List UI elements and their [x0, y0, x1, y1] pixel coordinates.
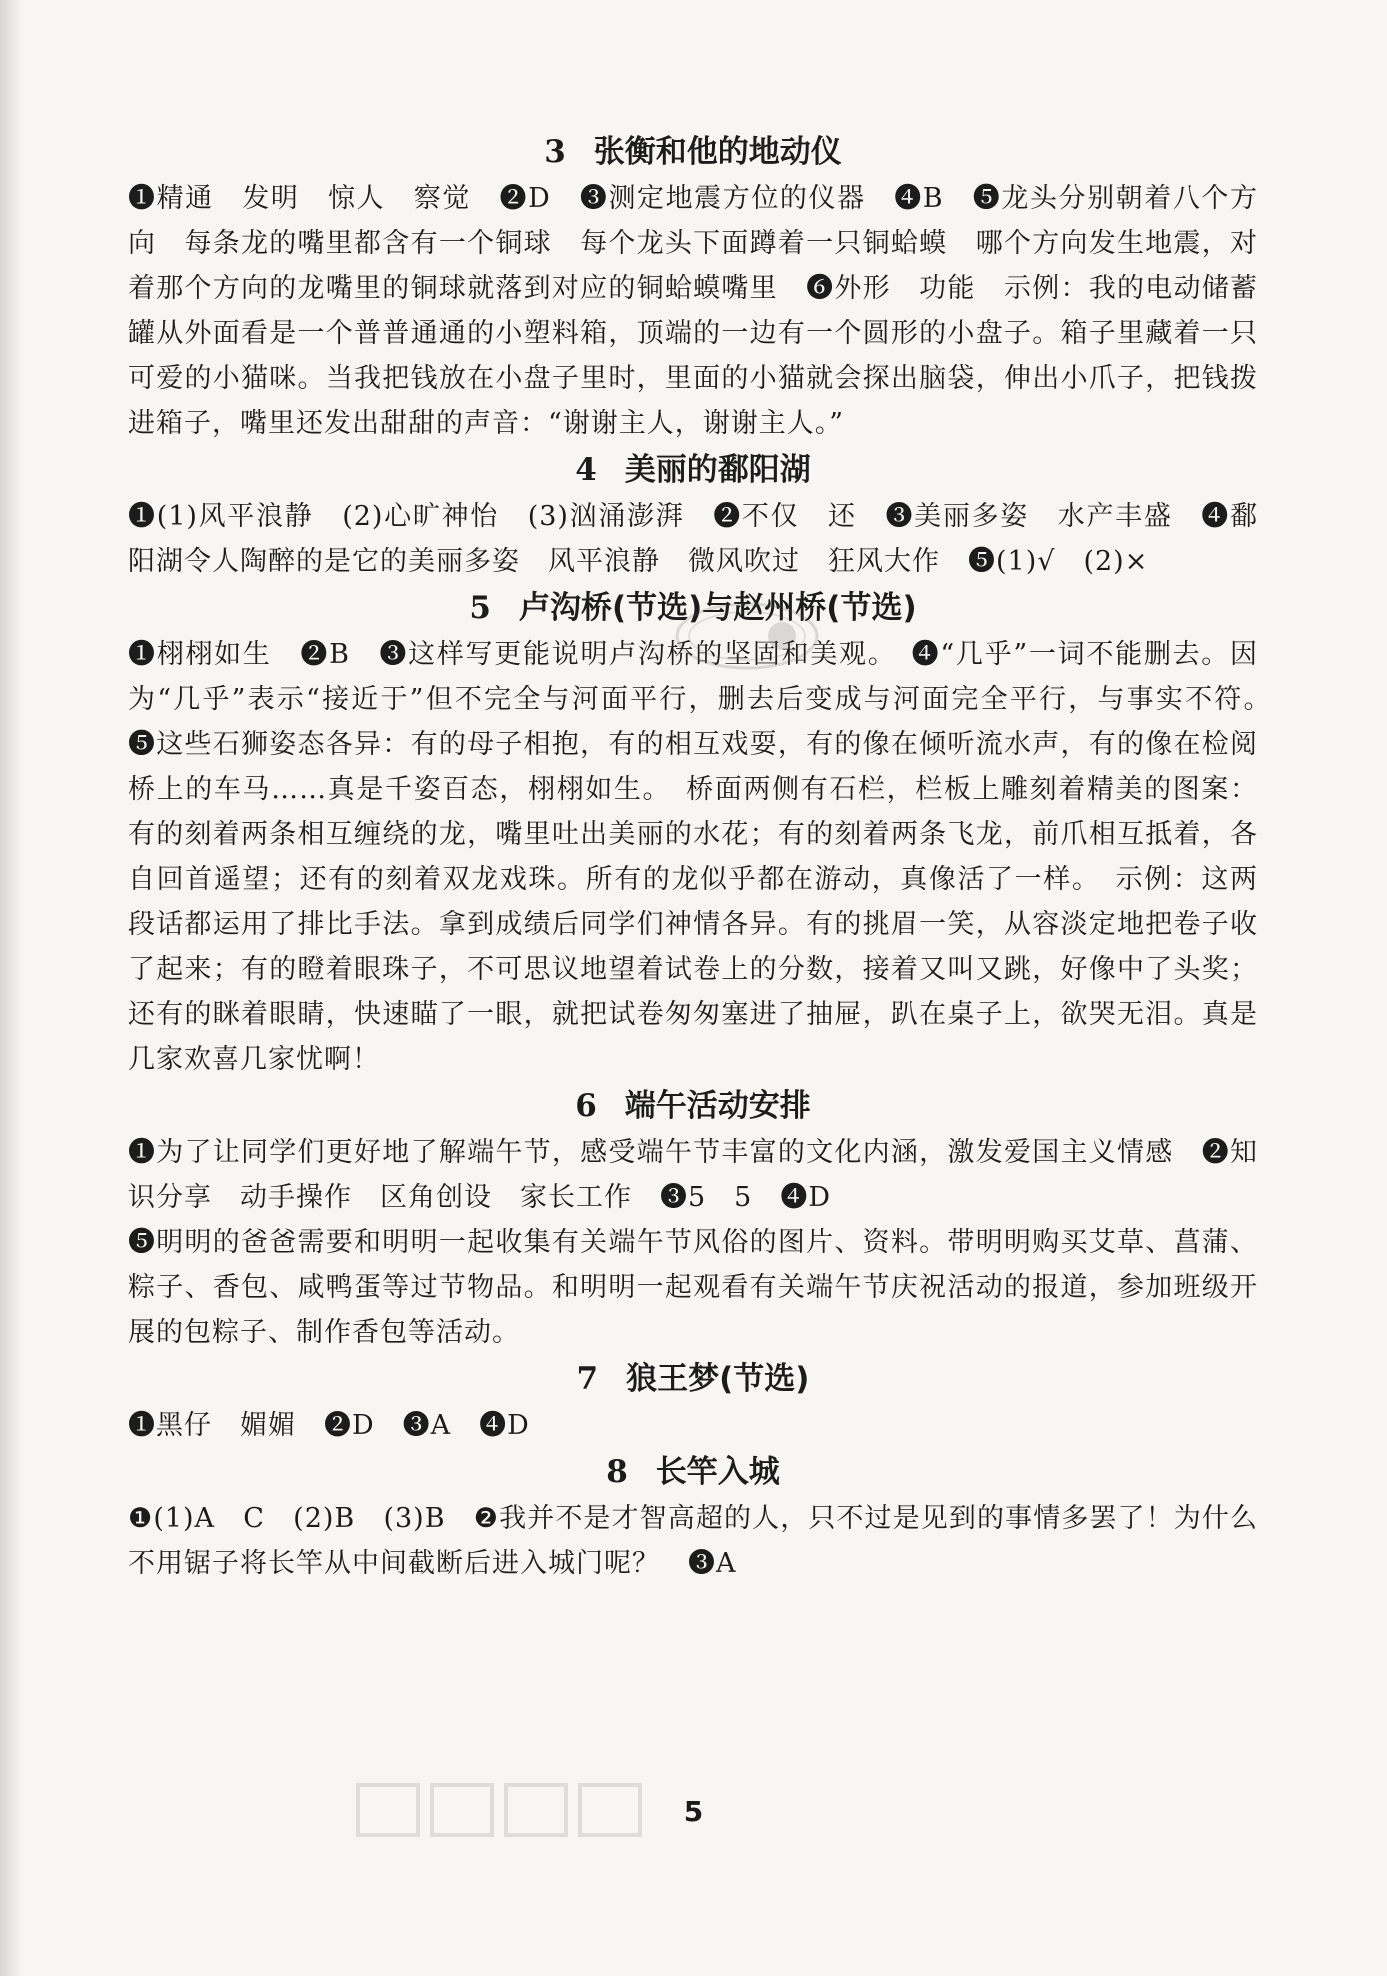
section-number: 7 — [576, 1361, 599, 1397]
section-title-text: 卢沟桥(节选)与赵州桥(节选) — [518, 590, 917, 626]
section-title — [128, 1355, 1258, 1403]
section-title-text: 美丽的鄱阳湖 — [624, 452, 811, 488]
answer-paragraph: ❶栩栩如生 ❷B ❸这样写更能说明卢沟桥的坚固和美观。 ❹“几乎”一词不能删去。因为“几乎”表示“接近于”但不完全与河面平行，删去后变成与河面完全平行，与事实不符。 ❺这些石狮姿态各异：有的母子相抱，有的相互戏耍，有的像在倾听流水声，有的像在检阅桥上的车马……真是千姿百态，栩栩如生。 桥面两侧有石栏，栏板上雕刻着精美的图案：有的刻着两条相互缠绕的龙，嘴里吐出美丽的水花；有的刻着两条飞龙，前爪相互抵着，各自回首遥望；还有的刻着双龙戏珠。所有的龙似乎都在游动，真像活了一样。 示例：这两段话都运用了排比手法。拿到成绩后同学们神情各异。有的挑眉一笑，从容淡定地把卷子收了起来；有的瞪着眼珠子，不可思议地望着试卷上的分数，接着又叫又跳，好像中了头奖；还有的眯着眼睛，快速瞄了一眼，就把试卷匆匆塞进了抽屉，趴在桌子上，欲哭无泪。真是几家欢喜几家忧啊！ — [128, 639, 1286, 1075]
answer-paragraph: ❺明明的爸爸需要和明明一起收集有关端午节风俗的图片、资料。带明明购买艾草、菖蒲、粽子、香包、咸鸭蛋等过节物品。和明明一起观看有关端午节庆祝活动的报道，参加班级开展的包粽子、制作香包等活动。 — [128, 1227, 1258, 1348]
scan-shadow-edge — [0, 0, 22, 1976]
section-number: 4 — [575, 452, 597, 488]
page-number: 5 — [683, 1795, 704, 1828]
section-title-text: 张衡和他的地动仪 — [593, 134, 842, 170]
section-title — [128, 1082, 1258, 1130]
section-number: 6 — [575, 1088, 597, 1124]
answer-paragraph: ❶精通 发明 惊人 察觉 ❷D ❸测定地震方位的仪器 ❹B ❺龙头分别朝着八个方向 每条龙的嘴里都含有一个铜球 每个龙头下面蹲着一只铜蛤蟆 哪个方向发生地震，对着那个方向的龙嘴里的铜球就落到对应的铜蛤蟆嘴里 ❻外形 功能 示例：我的电动储蓄罐从外面看是一个普普通通的小塑料箱，顶端的一边有一个圆形的小盘子。箱子里藏着一只可爱的小猫咪。当我把钱放在小盘子里时，里面的小猫就会探出脑袋，伸出小爪子，把钱拨进箱子，嘴里还发出甜甜的声音：“谢谢主人，谢谢主人。” — [128, 183, 1258, 439]
answer-paragraph: ❶(1)A C (2)B (3)B ❷我并不是才智高超的人，只不过是见到的事情多罢了！为什么不用锯子将长竿从中间截断后进入城门呢？ ❸A — [128, 1503, 1258, 1579]
section-title-text: 长竿入城 — [655, 1454, 780, 1490]
answer-paragraph: ❶黑仔 媚媚 ❷D ❸A ❹D — [128, 1410, 530, 1441]
answer-paragraph: ❶为了让同学们更好地了解端午节，感受端午节丰富的文化内涵，激发爱国主义情感 ❷知识分享 动手操作 区角创设 家长工作 ❸5 5 ❹D — [128, 1137, 1258, 1213]
watermark-seal-icon — [672, 598, 822, 674]
section-title-text: 端午活动安排 — [624, 1088, 811, 1124]
answer-paragraph: ❶(1)风平浪静 (2)心旷神怡 (3)汹涌澎湃 ❷不仅 还 ❸美丽多姿 水产丰盛 ❹鄱阳湖令人陶醉的是它的美丽多姿 风平浪静 微风吹过 狂风大作 ❺(1)√ (2)× — [128, 501, 1258, 577]
section-6 — [128, 1082, 1258, 1355]
section-number: 8 — [606, 1454, 628, 1490]
section-title-text: 狼王梦(节选) — [626, 1361, 810, 1397]
section-4 — [128, 446, 1258, 584]
section-8 — [128, 1448, 1258, 1586]
section-title — [128, 446, 1258, 494]
section-title — [128, 1448, 1258, 1496]
answer-content — [128, 128, 1286, 1586]
section-3 — [128, 128, 1258, 446]
section-number: 5 — [469, 590, 491, 626]
section-title — [128, 128, 1258, 176]
section-number: 3 — [544, 134, 566, 170]
section-7 — [128, 1355, 1258, 1448]
